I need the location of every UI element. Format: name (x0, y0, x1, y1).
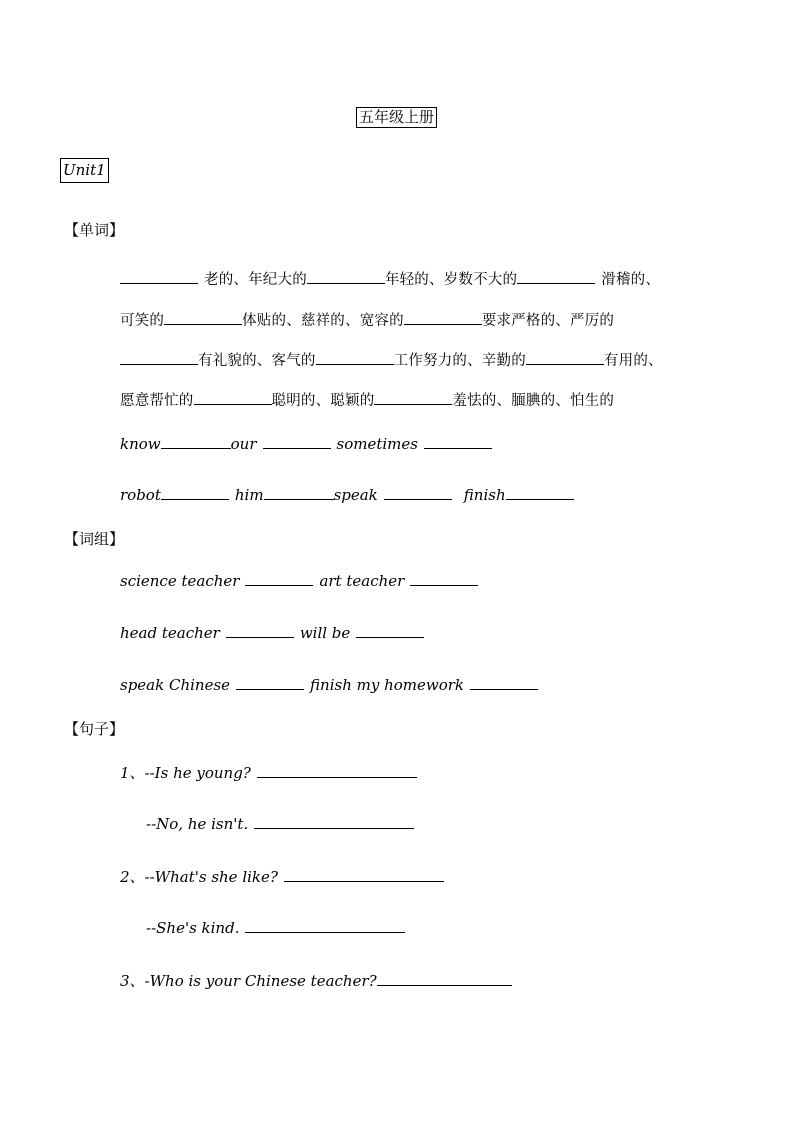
word-cn: 老的、年纪大的 (204, 272, 307, 288)
word-cn: 体贴的、慈祥的、宽容的 (242, 313, 404, 329)
section-words-heading: 【单词】 (64, 221, 125, 239)
answer-blank[interactable] (284, 867, 444, 882)
sentence-q1 (120, 762, 417, 783)
word-cn: 要求严格的、严厉的 (481, 313, 615, 329)
phrases-line-3 (120, 675, 538, 694)
word-en: speak (333, 486, 378, 504)
answer-blank[interactable] (120, 269, 198, 284)
answer-blank[interactable] (161, 485, 229, 500)
phrases-line-2 (120, 623, 424, 642)
sentence-text: --She's kind. (146, 919, 240, 937)
answer-blank[interactable] (470, 675, 538, 690)
answer-blank[interactable] (236, 675, 304, 690)
word-en: him (234, 486, 264, 504)
word-cn: 年轻的、岁数不大的 (384, 272, 518, 288)
answer-blank[interactable] (254, 814, 414, 829)
answer-blank[interactable] (424, 434, 492, 449)
sentence-a1 (146, 814, 414, 833)
sentence-text: 1、--Is he young? (120, 764, 251, 782)
answer-blank[interactable] (245, 571, 313, 586)
page-title-text: 五年级上册 (359, 108, 435, 126)
word-cn: 聪明的、聪颖的 (271, 393, 375, 409)
sentence-q3 (120, 970, 512, 991)
word-cn: 有用的、 (603, 353, 663, 369)
word-en: robot (120, 486, 161, 504)
sentence-text: 2、--What's she like? (120, 868, 278, 886)
answer-blank[interactable] (226, 623, 294, 638)
word-en: our (230, 435, 257, 453)
answer-blank[interactable] (356, 623, 424, 638)
word-cn: 滑稽的、 (601, 272, 661, 288)
word-cn: 愿意帮忙的 (120, 393, 194, 409)
sentence-text: 3、-Who is your Chinese teacher? (120, 972, 377, 990)
word-cn: 有礼貌的、客气的 (198, 353, 316, 369)
section-phrases-heading: 【词组】 (64, 530, 125, 548)
word-en: finish (463, 486, 506, 504)
phrase: art teacher (319, 572, 405, 590)
phrase: will be (299, 624, 351, 642)
answer-blank[interactable] (263, 434, 331, 449)
answer-blank[interactable] (316, 350, 394, 365)
answer-blank[interactable] (377, 971, 512, 986)
unit-heading-text: Unit1 (63, 161, 106, 179)
answer-blank[interactable] (164, 310, 242, 325)
sentence-text: --No, he isn't. (146, 815, 249, 833)
phrase: science teacher (120, 572, 240, 590)
word-cn: 羞怯的、腼腆的、怕生的 (452, 393, 615, 409)
sentence-q2 (120, 866, 444, 887)
answer-blank[interactable] (161, 434, 231, 449)
answer-blank[interactable] (120, 350, 198, 365)
answer-blank[interactable] (506, 485, 574, 500)
answer-blank[interactable] (307, 269, 385, 284)
words-en-line-2 (120, 485, 574, 504)
phrases-line-1 (120, 571, 478, 590)
answer-blank[interactable] (245, 918, 405, 933)
phrase: speak Chinese (120, 676, 231, 694)
answer-blank[interactable] (404, 310, 482, 325)
answer-blank[interactable] (194, 390, 272, 405)
word-en: know (120, 435, 161, 453)
answer-blank[interactable] (517, 269, 595, 284)
words-cn-line-1 (120, 268, 660, 289)
words-cn-line-2 (120, 309, 614, 330)
words-en-line-1 (120, 434, 492, 453)
word-cn: 工作努力的、辛勤的 (393, 353, 526, 369)
page-title (356, 107, 437, 128)
word-en: sometimes (336, 435, 418, 453)
answer-blank[interactable] (374, 390, 452, 405)
answer-blank[interactable] (384, 485, 452, 500)
answer-blank[interactable] (264, 485, 334, 500)
answer-blank[interactable] (410, 571, 478, 586)
phrase: finish my homework (310, 676, 465, 694)
words-cn-line-3 (120, 349, 663, 370)
phrase: head teacher (120, 624, 220, 642)
words-cn-line-4 (120, 389, 614, 410)
answer-blank[interactable] (526, 350, 604, 365)
unit-heading (60, 158, 109, 183)
word-cn: 可笑的 (120, 313, 165, 329)
section-sentences-heading: 【句子】 (64, 720, 125, 738)
sentence-a2 (146, 918, 405, 937)
answer-blank[interactable] (257, 763, 417, 778)
